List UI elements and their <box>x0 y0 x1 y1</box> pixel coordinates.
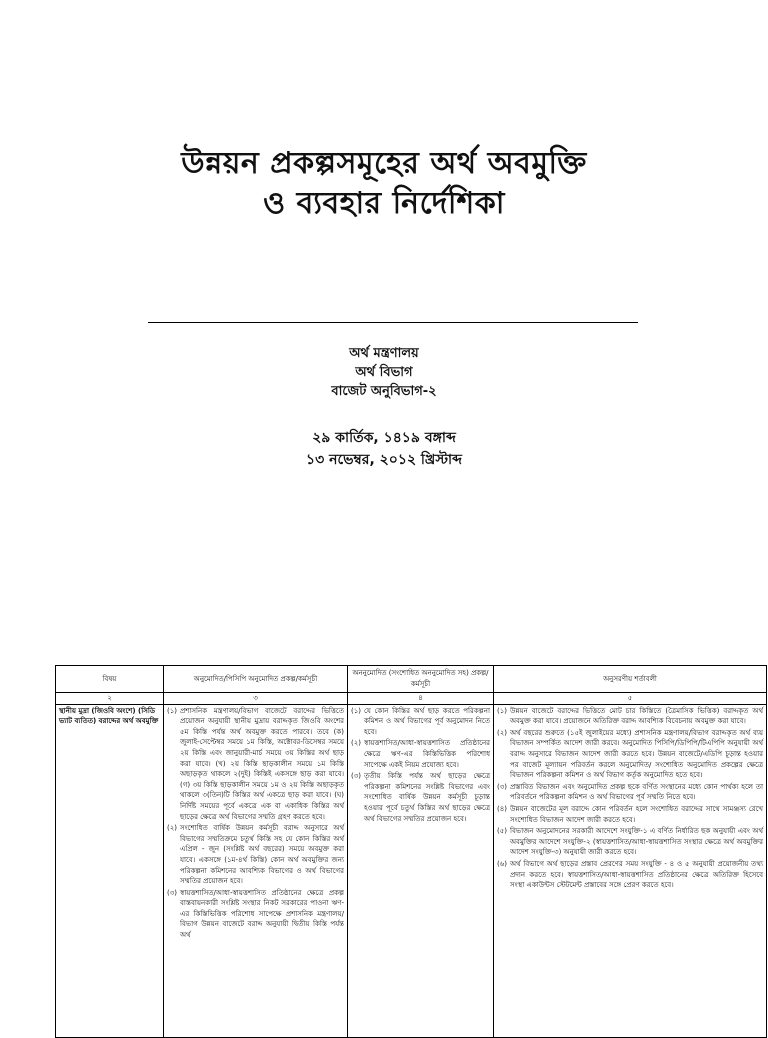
date-bangla: ২৯ কার্তিক, ১৪১৯ বঙ্গাব্দ <box>312 430 456 446</box>
list-item <box>497 859 763 891</box>
column-number: ২ <box>56 693 164 705</box>
item-marker: (১) <box>167 706 178 715</box>
list-item <box>497 782 763 803</box>
division-name: অর্থ বিভাগ <box>355 365 413 380</box>
date-gregorian: ১৩ নভেম্বর, ২০১২ খ্রিস্টাব্দ <box>306 452 462 468</box>
wing-name: বাজেট অনুবিভাগ-২ <box>331 384 437 399</box>
item-text: সংশোধিত বার্ষিক উন্নয়ন কর্মসূচী বরাদ্দ অনুসারে অর্থ বিভাগের সম্মতিক্রমে চতুর্থ কিস্তি সহ যে কোন কিস্তির অর্থ এপ্রিল - জুন (সংশ্লিষ্ট অর্থ বছরের) সময়ে অবমুক্ত করা যাবে। একসঙ্গে (১ম-৪র্থ কিস্তি) কোন অর্থ অবমুক্তির জন্য পরিকল্পনা কমিশনের আবশ্যিক বিভাগের ও অর্থ বিভাগের সম্মতির প্রয়োজন হবে। <box>180 824 344 886</box>
subject-cell <box>56 704 164 1037</box>
column-number: ৪ <box>348 693 494 705</box>
item-marker: (২) <box>167 824 178 833</box>
unapproved-cell <box>348 704 494 1037</box>
guidelines-table <box>55 665 767 1038</box>
document-title-line-2: ও ব্যবহার নির্দেশিকা <box>263 186 505 221</box>
header-approved-projects: অনুমোদিত/পিসিপি অনুমোদিত প্রকল্প/কর্মসূচী <box>164 666 348 693</box>
item-marker: (২) <box>497 728 508 737</box>
column-number: ৩ <box>164 693 348 705</box>
header-subject: বিষয় <box>56 666 164 693</box>
item-text: বিভাজন অনুমোদনের সরকারী আদেশে সংযুক্তি-১ এ বর্ণিত নির্ধারিত ছক অনুযায়ী এবং অর্থ অবমুক্তির আদেশে সংযুক্তি-২ (স্বায়ত্তশাসিত/আধা-স্বায়ত্তশাসিত সংস্থার ক্ষেত্রে অর্থ অবমুক্তির আদেশ সংযুক্তি-৩) অনুযায়ী জারী করতে হবে। <box>510 827 763 857</box>
list-item <box>167 706 344 823</box>
item-marker: (১) <box>497 706 508 715</box>
ministry-name: অর্থ মন্ত্রণালয় <box>349 346 419 361</box>
item-text: স্বায়ত্তশাসিত/আধা-স্বায়ত্তশাসিত প্রতিষ্ঠানের ক্ষেত্রে ঋণ-এর কিস্তিভিত্তিক পরিশোধ সাপেক্ষে একই নিয়ম প্রযোজ্য হবে। <box>364 739 490 769</box>
divider-rule <box>148 322 638 323</box>
item-text: অর্থ বছরের শুরুতে (১৫ই জুলাইয়ের মধ্যে) প্রশাসনিক মন্ত্রণালয়/বিভাগ বরাদ্দকৃত অর্থ ব্যয় বিভাজন সম্পর্কিত আদেশ জারী করবে। অনুমোদিত পিসিপি/ডিপিপি/টিএপিপি অনুযায়ী অর্থ বরাদ্দ অনুসারে বিভাজন আদেশ জারী করতে হবে। উন্নয়ন বাজেটে/এডিপি চূড়ান্ত হওয়ার পর বাজেট মূল্যায়ন পরিবর্তন করলে অনুমোদিত/ সংশোধিত অনুমোদিত প্রকল্পের ক্ষেত্রে বিভাজন পরিকল্পনা কমিশন ও অর্থ বিভাগ কর্তৃক অনুমোদিত হতে হবে। <box>510 728 763 780</box>
table-row <box>56 704 767 1037</box>
list-item <box>497 706 763 727</box>
subject-text: স্থানীয় মুদ্রা (জিওবি অংশে) (সিডি ভ্যাট ব্যতিত) বরাদ্দের অর্থ অবমুক্তি <box>59 706 159 726</box>
item-marker: (৫) <box>497 827 508 836</box>
item-marker: (৪) <box>497 804 508 813</box>
column-number-row <box>56 693 767 705</box>
column-number: ৫ <box>494 693 767 705</box>
item-marker: (১) <box>351 706 362 715</box>
conditions-cell <box>494 704 767 1037</box>
list-item <box>497 804 763 825</box>
item-marker: (৩) <box>351 772 362 781</box>
item-text: উন্নয়ন বাজেটের মূল বরাদ্দে কোন পরিবর্তন হলে সংশোধিত বরাদ্দের সাথে সামঞ্জস্য রেখে সংশোধিত বিভাজন আদেশ জারী করতে হবে। <box>510 804 763 824</box>
item-marker: (৩) <box>497 782 508 791</box>
item-marker: (২) <box>351 739 362 748</box>
approved-cell <box>164 704 348 1037</box>
list-item <box>351 771 490 824</box>
item-text: প্রস্তাবিত বিভাজন এবং অনুমোদিত প্রকল্প ছকে বর্ণিত সংস্থানের মধ্যে কোন পার্থক্য হলে তা পরিবর্তনে পরিকল্পনা কমিশন ও অর্থ বিভাগের পূর্ব সম্মতি নিতে হবে। <box>510 782 763 802</box>
item-text: প্রশাসনিক মন্ত্রণালয়/বিভাগ বাজেটে বরাদ্দের ভিত্তিতে প্রয়োজন অনুযায়ী স্থানীয় মুদ্রায় বরাদ্দকৃত জিওবি অংশের ৫ম কিস্তি পর্যন্ত অর্থ অবমুক্ত করতে পারবে। তবে (ক) জুলাই-সেপ্টেম্বর সময়ে ১ম কিস্তি, অক্টোবর-ডিসেম্বর সময়ে ২য় কিস্তি এবং জানুয়ারী-মার্চ সময়ে ৩য় কিস্তির অর্থ ছাড় করা যাবে। (খ) ২য় কিস্তি ছাড়কালীন সময়ে ১ম কিস্তি অছাড়কৃত থাকলে ২(দুই) কিস্তিই একসঙ্গে ছাড় করা যাবে। (গ) ৩য় কিস্তি ছাড়কালীন সময়ে ১ম ও ২য় কিস্তি অছাড়কৃত থাকলে ৩(তিন)টি কিস্তির অর্থ একত্রে ছাড় করা যাবে। (ঘ) নির্দিষ্ট সময়ের পূর্বে একত্রে এক বা একাধিক কিস্তির অর্থ ছাড়ের ক্ষেত্রে অর্থ বিভাগের সম্মতি গ্রহণ করতে হবে। <box>180 706 344 821</box>
item-text: উন্নয়ন বাজেটে বরাদ্দের ভিত্তিতে মোট চার কিস্তিতে (ত্রৈমাসিক ভিত্তিক) বরাদ্দকৃত অর্থ অবমুক্ত করা যাবে। প্রয়োজনে অতিরিক্ত বরাদ্দ আবশ্যিক বিবেচনায় অবমুক্ত করা যাবে। <box>510 706 763 726</box>
item-text: তৃতীয় কিস্তি পর্যন্ত অর্থ ছাড়ের ক্ষেত্রে পরিকল্পনা কমিশনের সংশ্লিষ্ট বিভাগের এবং সংশোধিত বার্ষিক উন্নয়ন কর্মসূচী চূড়ান্ত হওয়ার পূর্বে চতুর্থ কিস্তির অর্থ ছাড়ের ক্ষেত্রে অর্থ বিভাগের সম্মতির প্রয়োজন হবে। <box>364 772 490 823</box>
item-text: যে কোন কিস্তির অর্থ ছাড় করতে পরিকল্পনা কমিশন ও অর্থ বিভাগের পূর্ব অনুমোদন নিতে হবে। <box>364 706 490 736</box>
item-text: স্বায়ত্তশাসিত/আধা-স্বায়ত্তশাসিত প্রতিষ্ঠানের ক্ষেত্রে প্রকল্প বাস্তবায়নকারী সংশ্লিষ্ট সংস্থার নিকট সরকারের পাওনা ঋণ-এর কিস্তিভিত্তিক পরিশোধ সাপেক্ষে প্রশাসনিক মন্ত্রণালয়/বিভাগ উন্নয়ন বাজেটে বরাদ্দ অনুযায়ী দ্বিতীয় কিস্তি পর্যন্ত অর্থ <box>180 888 344 940</box>
item-text: অর্থ বিভাগে অর্থ ছাড়ের প্রস্তাব প্রেরণের সময় সংযুক্তি - ৪ ও ৫ অনুযায়ী প্রয়োজনীয় তথ্য প্রদান করতে হবে। স্বায়ত্তশাসিত/আধা-স্বায়ত্তশাসিত প্রতিষ্ঠানের ক্ষেত্রে অতিরিক্ত হিসেবে সংস্থা একাউন্টস স্টেটমেন্ট প্রস্তাবের সঙ্গে প্রেরণ করতে হবে। <box>510 859 763 890</box>
item-marker: (৩) <box>167 888 178 897</box>
header-unapproved-projects: অননুমোদিত (সংশোধিত অননুমোদিত সহ) প্রকল্প/কর্মসূচী <box>348 666 494 693</box>
document-title-line-1: উন্নয়ন প্রকল্পসমূহের অর্থ অবমুক্তি <box>181 146 587 181</box>
list-item <box>167 888 344 941</box>
item-marker: (৬) <box>497 859 508 868</box>
table-header-row <box>56 666 767 693</box>
list-item <box>351 738 490 770</box>
list-item <box>351 706 490 738</box>
list-item <box>497 728 763 781</box>
list-item <box>167 823 344 887</box>
list-item <box>497 826 763 858</box>
header-conditions: অনুসরণীয় শর্তাবলী <box>494 666 767 693</box>
